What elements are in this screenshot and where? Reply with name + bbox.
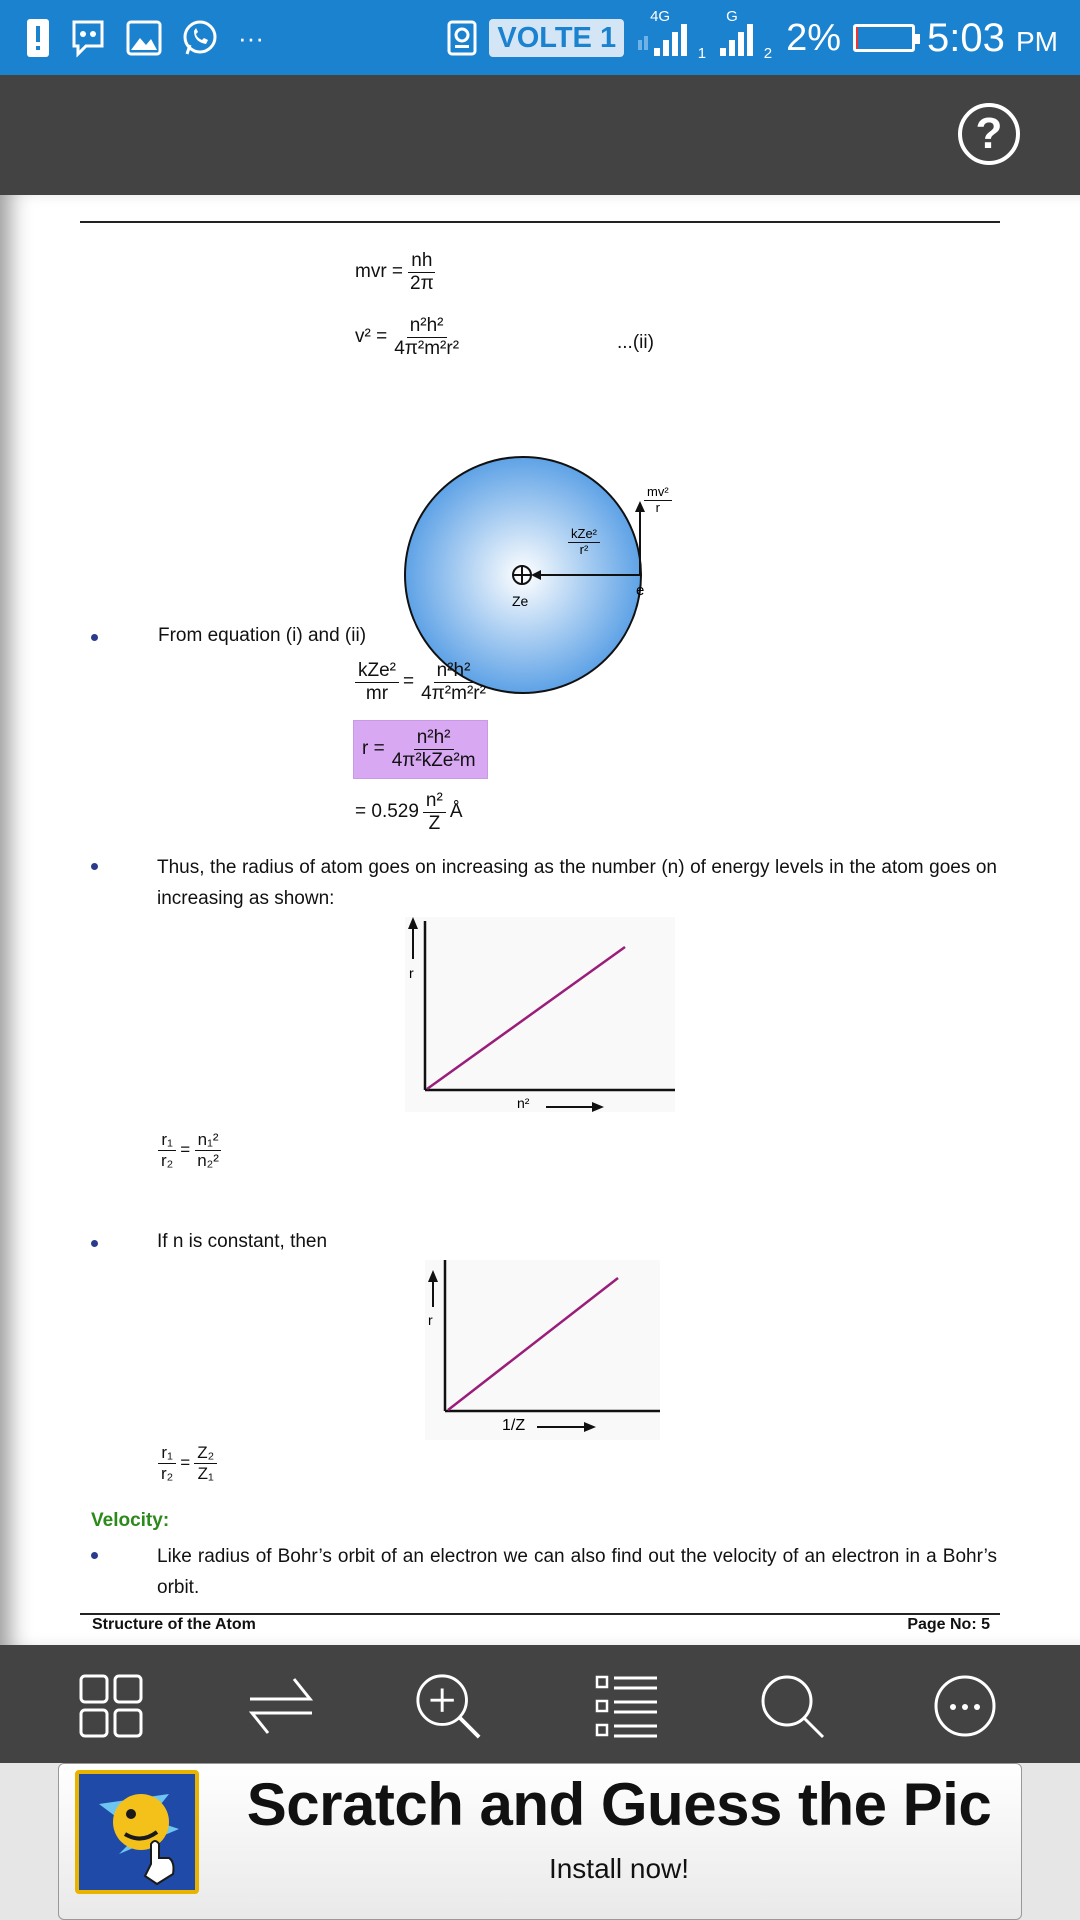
ratio2-equals: =	[180, 1453, 191, 1473]
clock	[927, 16, 1058, 61]
signal-sim1-icon	[636, 8, 707, 62]
section-heading-velocity: Velocity:	[91, 1510, 170, 1531]
ratio2-lhs-numerator: r₁	[158, 1443, 175, 1464]
footer-page-number: Page No: 5	[907, 1616, 990, 1633]
atom-diagram	[400, 375, 680, 695]
zoom-in-icon	[413, 1670, 483, 1742]
eq3-lhs-denominator: mr	[365, 682, 389, 704]
battery-icon	[853, 24, 915, 52]
eq5-fraction	[423, 790, 446, 835]
search-button[interactable]	[757, 1671, 827, 1741]
eq3-rhs-denominator: 4π²m²r²	[421, 682, 486, 704]
eq5-unit: Å	[449, 801, 463, 823]
whatsapp-icon	[180, 18, 220, 58]
bullet-marker	[91, 1240, 98, 1247]
bullet-marker	[91, 634, 98, 641]
equation-velocity-squared	[355, 315, 462, 360]
centrifugal-force-label	[644, 485, 672, 516]
graph1-y-label: r	[409, 965, 414, 981]
ratio2-lhs-fraction	[158, 1443, 176, 1483]
eq3-lhs-numerator: kZe²	[355, 660, 399, 683]
ratio1-rhs-denominator: n₂²	[197, 1150, 219, 1170]
clock-time: 5:03	[927, 15, 1005, 60]
gallery-icon	[126, 20, 162, 56]
eq4-numerator: n²h²	[414, 727, 454, 750]
eq-mvr-fraction	[407, 250, 437, 295]
eq3-rhs-fraction	[418, 660, 489, 705]
network-type-label: 4G	[650, 8, 671, 25]
equation-angular-momentum	[355, 250, 437, 295]
battery-percent: 2%	[786, 16, 842, 59]
more-notifications-text: ···	[238, 22, 264, 53]
bullet-text-radius-increase: Thus, the radius of atom goes on increasing as the number (n) of energy levels in the atom goes on increasing as shown:	[157, 857, 997, 909]
eq5-lhs: = 0.529	[355, 801, 419, 823]
system-icons	[447, 10, 1058, 66]
more-options-button[interactable]	[930, 1671, 1000, 1741]
centrifugal-numerator: mv²	[644, 485, 672, 501]
ratio1-lhs-denominator: r₂	[161, 1150, 174, 1170]
graph-r-vs-inv-z	[425, 1260, 660, 1440]
ad-install-link[interactable]: Install now!	[548, 1853, 690, 1884]
atom-diagram-svg	[400, 375, 680, 695]
screenshot-icon	[447, 20, 477, 56]
eq-mvr-numerator: nh	[408, 250, 435, 273]
nucleus-label: Ze	[512, 593, 529, 609]
clock-ampm: PM	[1016, 25, 1058, 57]
swap-arrows-icon	[246, 1673, 316, 1739]
ratio1-lhs-fraction	[158, 1130, 176, 1170]
ad-app-icon[interactable]	[75, 1770, 199, 1894]
eq-v2-numerator: n²h²	[407, 315, 447, 338]
list-icon	[594, 1673, 660, 1739]
equation-ratio-n	[158, 1130, 222, 1170]
bullet-text-from-equation: From equation (i) and (ii)	[158, 625, 367, 646]
coulomb-denominator: r²	[579, 541, 589, 557]
grid-icon	[78, 1673, 144, 1739]
ratio1-rhs-numerator: n₁²	[195, 1130, 222, 1151]
equation-radius-value	[355, 790, 463, 835]
reflow-button[interactable]	[246, 1671, 316, 1741]
bullet-marker	[91, 1552, 98, 1559]
outline-button[interactable]	[592, 1671, 662, 1741]
graph-r-vs-n2	[405, 917, 675, 1112]
thumbnails-button[interactable]	[76, 1671, 146, 1741]
page-footer-rule	[80, 1613, 1000, 1615]
bullet-text-n-constant: If n is constant, then	[157, 1231, 328, 1252]
network-type-label-2: G	[726, 8, 738, 25]
graph1-line	[427, 947, 625, 1089]
graph1-x-label: n²	[517, 1095, 530, 1111]
help-button[interactable]: ?	[958, 103, 1020, 165]
sim1-label: 1	[697, 45, 707, 62]
eq-v2-lhs: v² =	[355, 326, 388, 348]
ratio1-equals: =	[180, 1140, 191, 1160]
eq5-numerator: n²	[423, 790, 446, 813]
equation-ratio-z	[158, 1443, 217, 1483]
app-header	[0, 75, 1080, 195]
ratio1-lhs-numerator: r₁	[158, 1130, 175, 1151]
graph2-x-label: 1/Z	[502, 1417, 526, 1434]
footer-chapter-title: Structure of the Atom	[92, 1616, 256, 1633]
eq4-fraction	[389, 727, 479, 772]
messenger-icon	[68, 18, 108, 58]
equation-reference: ...(ii)	[617, 332, 654, 353]
bottom-toolbar	[0, 1645, 1080, 1763]
search-icon	[757, 1671, 827, 1741]
graph-r-vs-n2-svg	[405, 917, 675, 1112]
ratio2-lhs-denominator: r₂	[161, 1463, 174, 1483]
electron-label: e	[636, 582, 645, 599]
equation-radius-highlighted	[353, 720, 488, 779]
more-icon	[932, 1673, 998, 1739]
status-bar	[0, 0, 1080, 75]
ratio2-rhs-denominator: Z₁	[197, 1463, 214, 1483]
bullet-marker	[91, 863, 98, 870]
ratio1-rhs-fraction	[194, 1130, 222, 1170]
eq3-rhs-numerator: n²h²	[434, 660, 474, 683]
graph-r-vs-inv-z-svg	[425, 1260, 660, 1440]
volte-badge: VOLTE 1	[489, 19, 624, 57]
notification-icons	[26, 16, 264, 60]
eq-mvr-lhs: mvr =	[355, 261, 404, 283]
page-top-rule	[80, 221, 1000, 223]
signal-sim2-icon	[718, 8, 774, 62]
eq4-denominator: 4π²kZe²m	[391, 749, 476, 771]
eq4-lhs: r =	[362, 738, 385, 760]
bullet-text-velocity: Like radius of Bohr’s orbit of an electron we can also find out the velocity of an electron in a Bohr’s orbit.	[157, 1546, 997, 1598]
eq-mvr-denominator: 2π	[410, 272, 434, 294]
coulomb-numerator: kZe²	[568, 527, 600, 543]
alert-icon	[26, 18, 50, 58]
centrifugal-denominator: r	[655, 499, 660, 515]
graph2-y-label: r	[428, 1312, 433, 1328]
eq-v2-denominator: 4π²m²r²	[394, 337, 460, 359]
eq3-lhs-fraction	[355, 660, 399, 705]
ratio2-rhs-fraction	[194, 1443, 217, 1483]
coulomb-force-label	[568, 527, 600, 558]
ad-title[interactable]: Scratch and Guess the Pic	[246, 1771, 992, 1838]
sim2-label: 2	[763, 45, 773, 62]
eq3-equals: =	[403, 671, 415, 693]
scratch-game-icon	[79, 1774, 195, 1890]
ratio2-rhs-numerator: Z₂	[194, 1443, 217, 1464]
document-page[interactable]	[0, 195, 1080, 1645]
eq5-denominator: Z	[428, 812, 441, 834]
ad-banner[interactable]	[58, 1763, 1022, 1920]
zoom-button[interactable]	[413, 1671, 483, 1741]
graph2-line	[448, 1278, 618, 1410]
equation-force-balance	[355, 660, 489, 705]
eq-v2-fraction	[391, 315, 462, 360]
